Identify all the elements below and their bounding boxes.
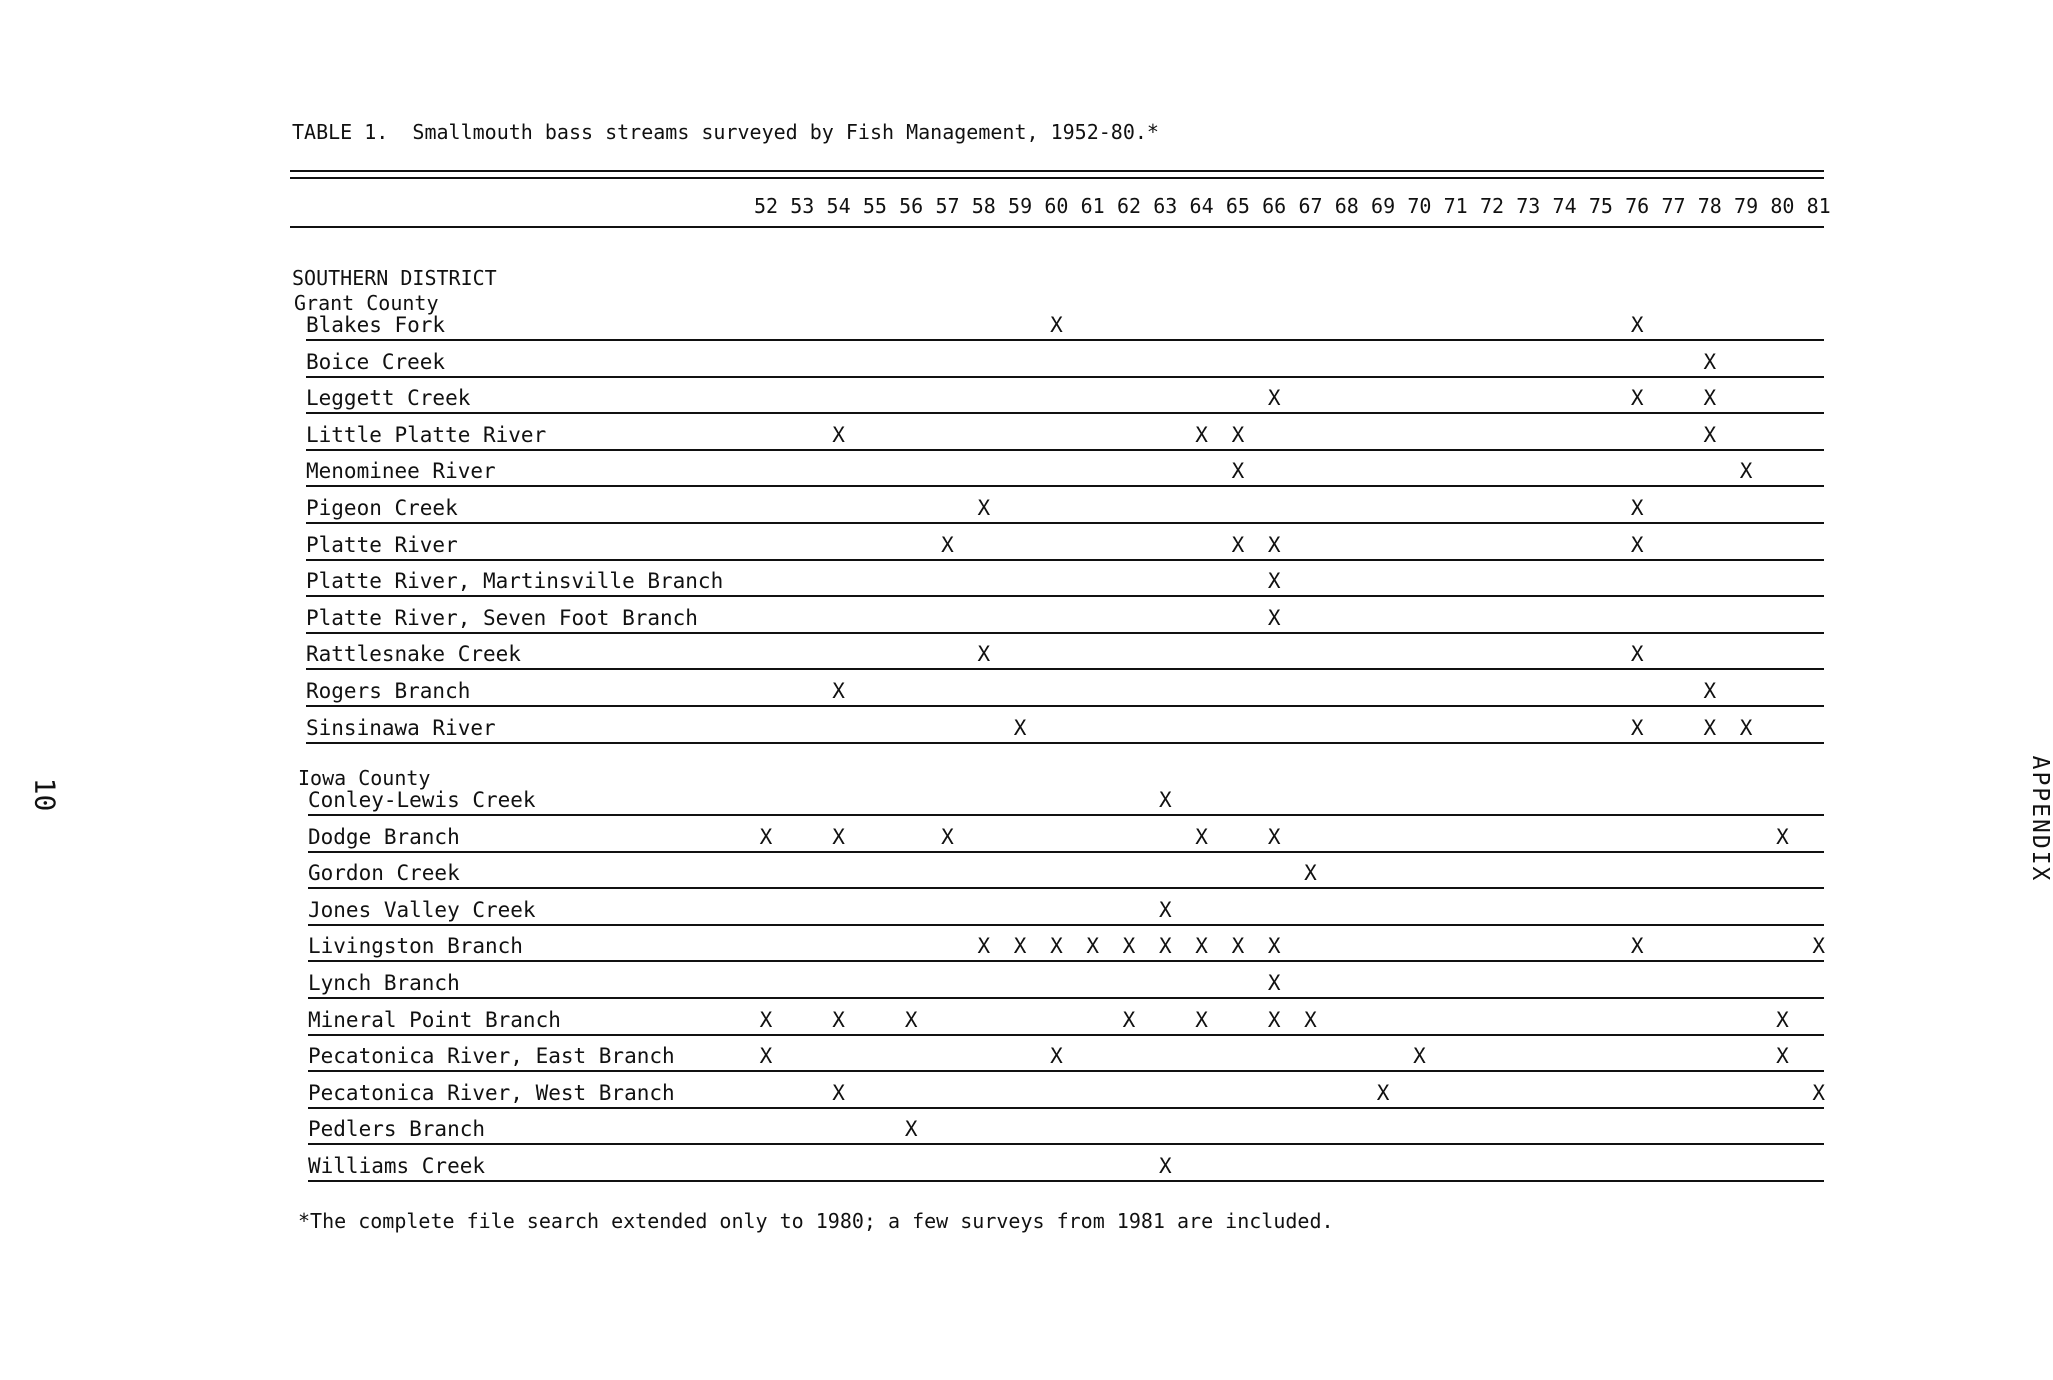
header-rule <box>290 226 1824 228</box>
survey-mark: X <box>759 1044 773 1069</box>
survey-mark: X <box>1630 934 1644 959</box>
stream-name: Boice Creek <box>306 349 446 374</box>
survey-mark: X <box>977 934 991 959</box>
stream-name: Platte River <box>306 532 458 557</box>
year-header: 79 <box>1734 194 1759 218</box>
row-rule <box>308 924 1824 926</box>
year-header: 76 <box>1625 194 1650 218</box>
survey-mark: X <box>1231 422 1245 447</box>
row-rule <box>306 339 1824 341</box>
survey-mark: X <box>1267 605 1281 630</box>
year-header: 59 <box>1008 194 1033 218</box>
stream-name: Pigeon Creek <box>306 496 458 520</box>
survey-mark: X <box>904 1117 918 1142</box>
year-header: 54 <box>826 194 851 218</box>
survey-mark: X <box>1776 1007 1789 1032</box>
survey-mark: X <box>1195 422 1208 447</box>
survey-mark: X <box>1050 1044 1063 1069</box>
year-header: 53 <box>790 194 815 218</box>
survey-mark: X <box>904 1007 918 1032</box>
survey-mark: X <box>1703 422 1717 447</box>
stream-name: Lynch Branch <box>308 971 460 995</box>
survey-mark: X <box>1630 532 1644 557</box>
survey-mark: X <box>1086 934 1100 959</box>
survey-mark: X <box>977 642 991 667</box>
survey-mark: X <box>832 1007 845 1032</box>
year-header: 73 <box>1516 194 1541 218</box>
survey-mark: X <box>1267 934 1281 959</box>
survey-mark: X <box>1195 934 1208 959</box>
table-caption: TABLE 1. Smallmouth bass streams surveyed by Fish Management, 1952-80.* <box>292 120 1159 144</box>
survey-mark: X <box>1630 642 1644 667</box>
row-rule <box>306 559 1824 561</box>
stream-name: Mineral Point Branch <box>308 1007 561 1032</box>
survey-mark: X <box>1122 1007 1136 1032</box>
row-rule <box>306 412 1824 414</box>
year-header: 81 <box>1806 194 1831 218</box>
survey-mark: X <box>1158 1154 1172 1178</box>
survey-mark: X <box>1703 679 1717 703</box>
survey-mark: X <box>1630 715 1644 740</box>
survey-mark: X <box>1630 496 1644 520</box>
survey-mark: X <box>1267 386 1281 411</box>
stream-name: Little Platte River <box>306 422 547 447</box>
year-header: 61 <box>1080 194 1105 218</box>
county-heading: Iowa County <box>298 766 431 790</box>
row-rule <box>308 997 1824 999</box>
survey-mark: X <box>832 422 845 447</box>
survey-mark: X <box>1703 386 1717 411</box>
stream-name: Rattlesnake Creek <box>306 642 521 667</box>
footnote: *The complete file search extended only to 1980; a few surveys from 1981 are included. <box>298 1209 1334 1233</box>
district-heading: SOUTHERN DISTRICT <box>292 266 497 290</box>
row-rule <box>308 1070 1824 1072</box>
county-heading: Grant County <box>294 291 439 315</box>
survey-mark: X <box>1413 1044 1426 1069</box>
survey-mark: X <box>1267 971 1281 995</box>
survey-mark: X <box>1703 715 1717 740</box>
row-rule <box>308 1034 1824 1036</box>
survey-mark: X <box>1013 715 1027 740</box>
survey-mark: X <box>1267 569 1281 594</box>
survey-mark: X <box>1812 1080 1826 1105</box>
stream-name: Menominee River <box>306 459 496 484</box>
row-rule <box>308 851 1824 853</box>
year-header: 58 <box>971 194 996 218</box>
year-header: 60 <box>1044 194 1069 218</box>
page-number: 10 <box>28 777 62 812</box>
stream-name: Gordon Creek <box>308 861 460 886</box>
row-rule <box>308 814 1824 816</box>
survey-mark: X <box>1158 934 1172 959</box>
year-header: 67 <box>1298 194 1323 218</box>
survey-mark: X <box>1231 532 1245 557</box>
year-header: 70 <box>1407 194 1432 218</box>
year-header: 57 <box>935 194 960 218</box>
row-rule <box>306 705 1824 707</box>
survey-mark: X <box>1050 313 1063 337</box>
year-header: 64 <box>1189 194 1214 218</box>
stream-name: Platte River, Seven Foot Branch <box>306 605 698 630</box>
survey-mark: X <box>759 1007 773 1032</box>
survey-mark: X <box>1267 532 1281 557</box>
survey-mark: X <box>1776 824 1789 849</box>
survey-mark: X <box>1050 934 1063 959</box>
row-rule <box>308 1143 1824 1145</box>
survey-mark: X <box>1195 1007 1208 1032</box>
survey-mark: X <box>1739 715 1753 740</box>
year-header: 68 <box>1334 194 1359 218</box>
year-header: 72 <box>1479 194 1505 218</box>
survey-mark: X <box>1812 934 1826 959</box>
top-rule-1 <box>290 170 1824 172</box>
row-rule <box>308 1107 1824 1109</box>
survey-mark: X <box>832 679 845 703</box>
stream-name: Pecatonica River, East Branch <box>308 1044 675 1069</box>
year-header: 65 <box>1225 194 1250 218</box>
row-rule <box>306 595 1824 597</box>
stream-name: Rogers Branch <box>306 679 471 703</box>
stream-name: Platte River, Martinsville Branch <box>306 569 724 594</box>
appendix-label: APPENDIX <box>2027 755 2053 883</box>
row-rule <box>306 632 1824 634</box>
survey-mark: X <box>1630 313 1644 337</box>
survey-mark: X <box>1013 934 1027 959</box>
year-header: 63 <box>1153 194 1178 218</box>
stream-name: Sinsinawa River <box>306 715 496 740</box>
year-header: 75 <box>1588 194 1613 218</box>
stream-name: Conley-Lewis Creek <box>308 788 536 812</box>
year-header: 62 <box>1116 194 1142 218</box>
survey-mark: X <box>1630 386 1644 411</box>
row-rule <box>306 522 1824 524</box>
survey-mark: X <box>1703 349 1717 374</box>
survey-mark: X <box>1376 1080 1390 1105</box>
survey-mark: X <box>1267 1007 1281 1032</box>
survey-mark: X <box>1776 1044 1789 1069</box>
survey-mark: X <box>977 496 991 520</box>
year-header: 52 <box>753 194 779 218</box>
year-header: 55 <box>862 194 887 218</box>
stream-name: Dodge Branch <box>308 824 460 849</box>
stream-name: Williams Creek <box>308 1154 486 1178</box>
survey-mark: X <box>1195 824 1208 849</box>
row-rule <box>306 376 1824 378</box>
year-header: 66 <box>1262 194 1287 218</box>
survey-mark: X <box>759 824 773 849</box>
survey-mark: X <box>1304 1007 1317 1032</box>
year-header: 74 <box>1552 194 1577 218</box>
survey-mark: X <box>1231 459 1245 484</box>
survey-mark: X <box>941 532 954 557</box>
year-header: 56 <box>899 194 924 218</box>
stream-name: Blakes Fork <box>306 313 446 337</box>
row-rule <box>306 449 1824 451</box>
top-rule-2 <box>290 177 1824 179</box>
year-header: 71 <box>1443 194 1468 218</box>
year-header: 80 <box>1770 194 1795 218</box>
survey-mark: X <box>941 824 954 849</box>
year-header: 69 <box>1371 194 1396 218</box>
row-rule <box>308 1180 1824 1182</box>
year-header: 78 <box>1697 194 1722 218</box>
row-rule <box>308 960 1824 962</box>
stream-name: Pedlers Branch <box>308 1117 486 1142</box>
year-header: 77 <box>1661 194 1686 218</box>
stream-name: Leggett Creek <box>306 386 471 411</box>
survey-mark: X <box>1739 459 1753 484</box>
row-rule <box>306 485 1824 487</box>
stream-name: Pecatonica River, West Branch <box>308 1080 675 1105</box>
survey-mark: X <box>1304 861 1317 886</box>
survey-mark: X <box>1231 934 1245 959</box>
stream-name: Livingston Branch <box>308 934 523 959</box>
row-rule <box>308 887 1824 889</box>
survey-mark: X <box>1158 788 1172 812</box>
survey-mark: X <box>1122 934 1136 959</box>
stream-name: Jones Valley Creek <box>308 897 536 922</box>
survey-mark: X <box>832 1080 845 1105</box>
survey-mark: X <box>1267 824 1281 849</box>
survey-mark: X <box>1158 897 1172 922</box>
row-rule <box>306 668 1824 670</box>
row-rule <box>306 742 1824 744</box>
survey-mark: X <box>832 824 845 849</box>
